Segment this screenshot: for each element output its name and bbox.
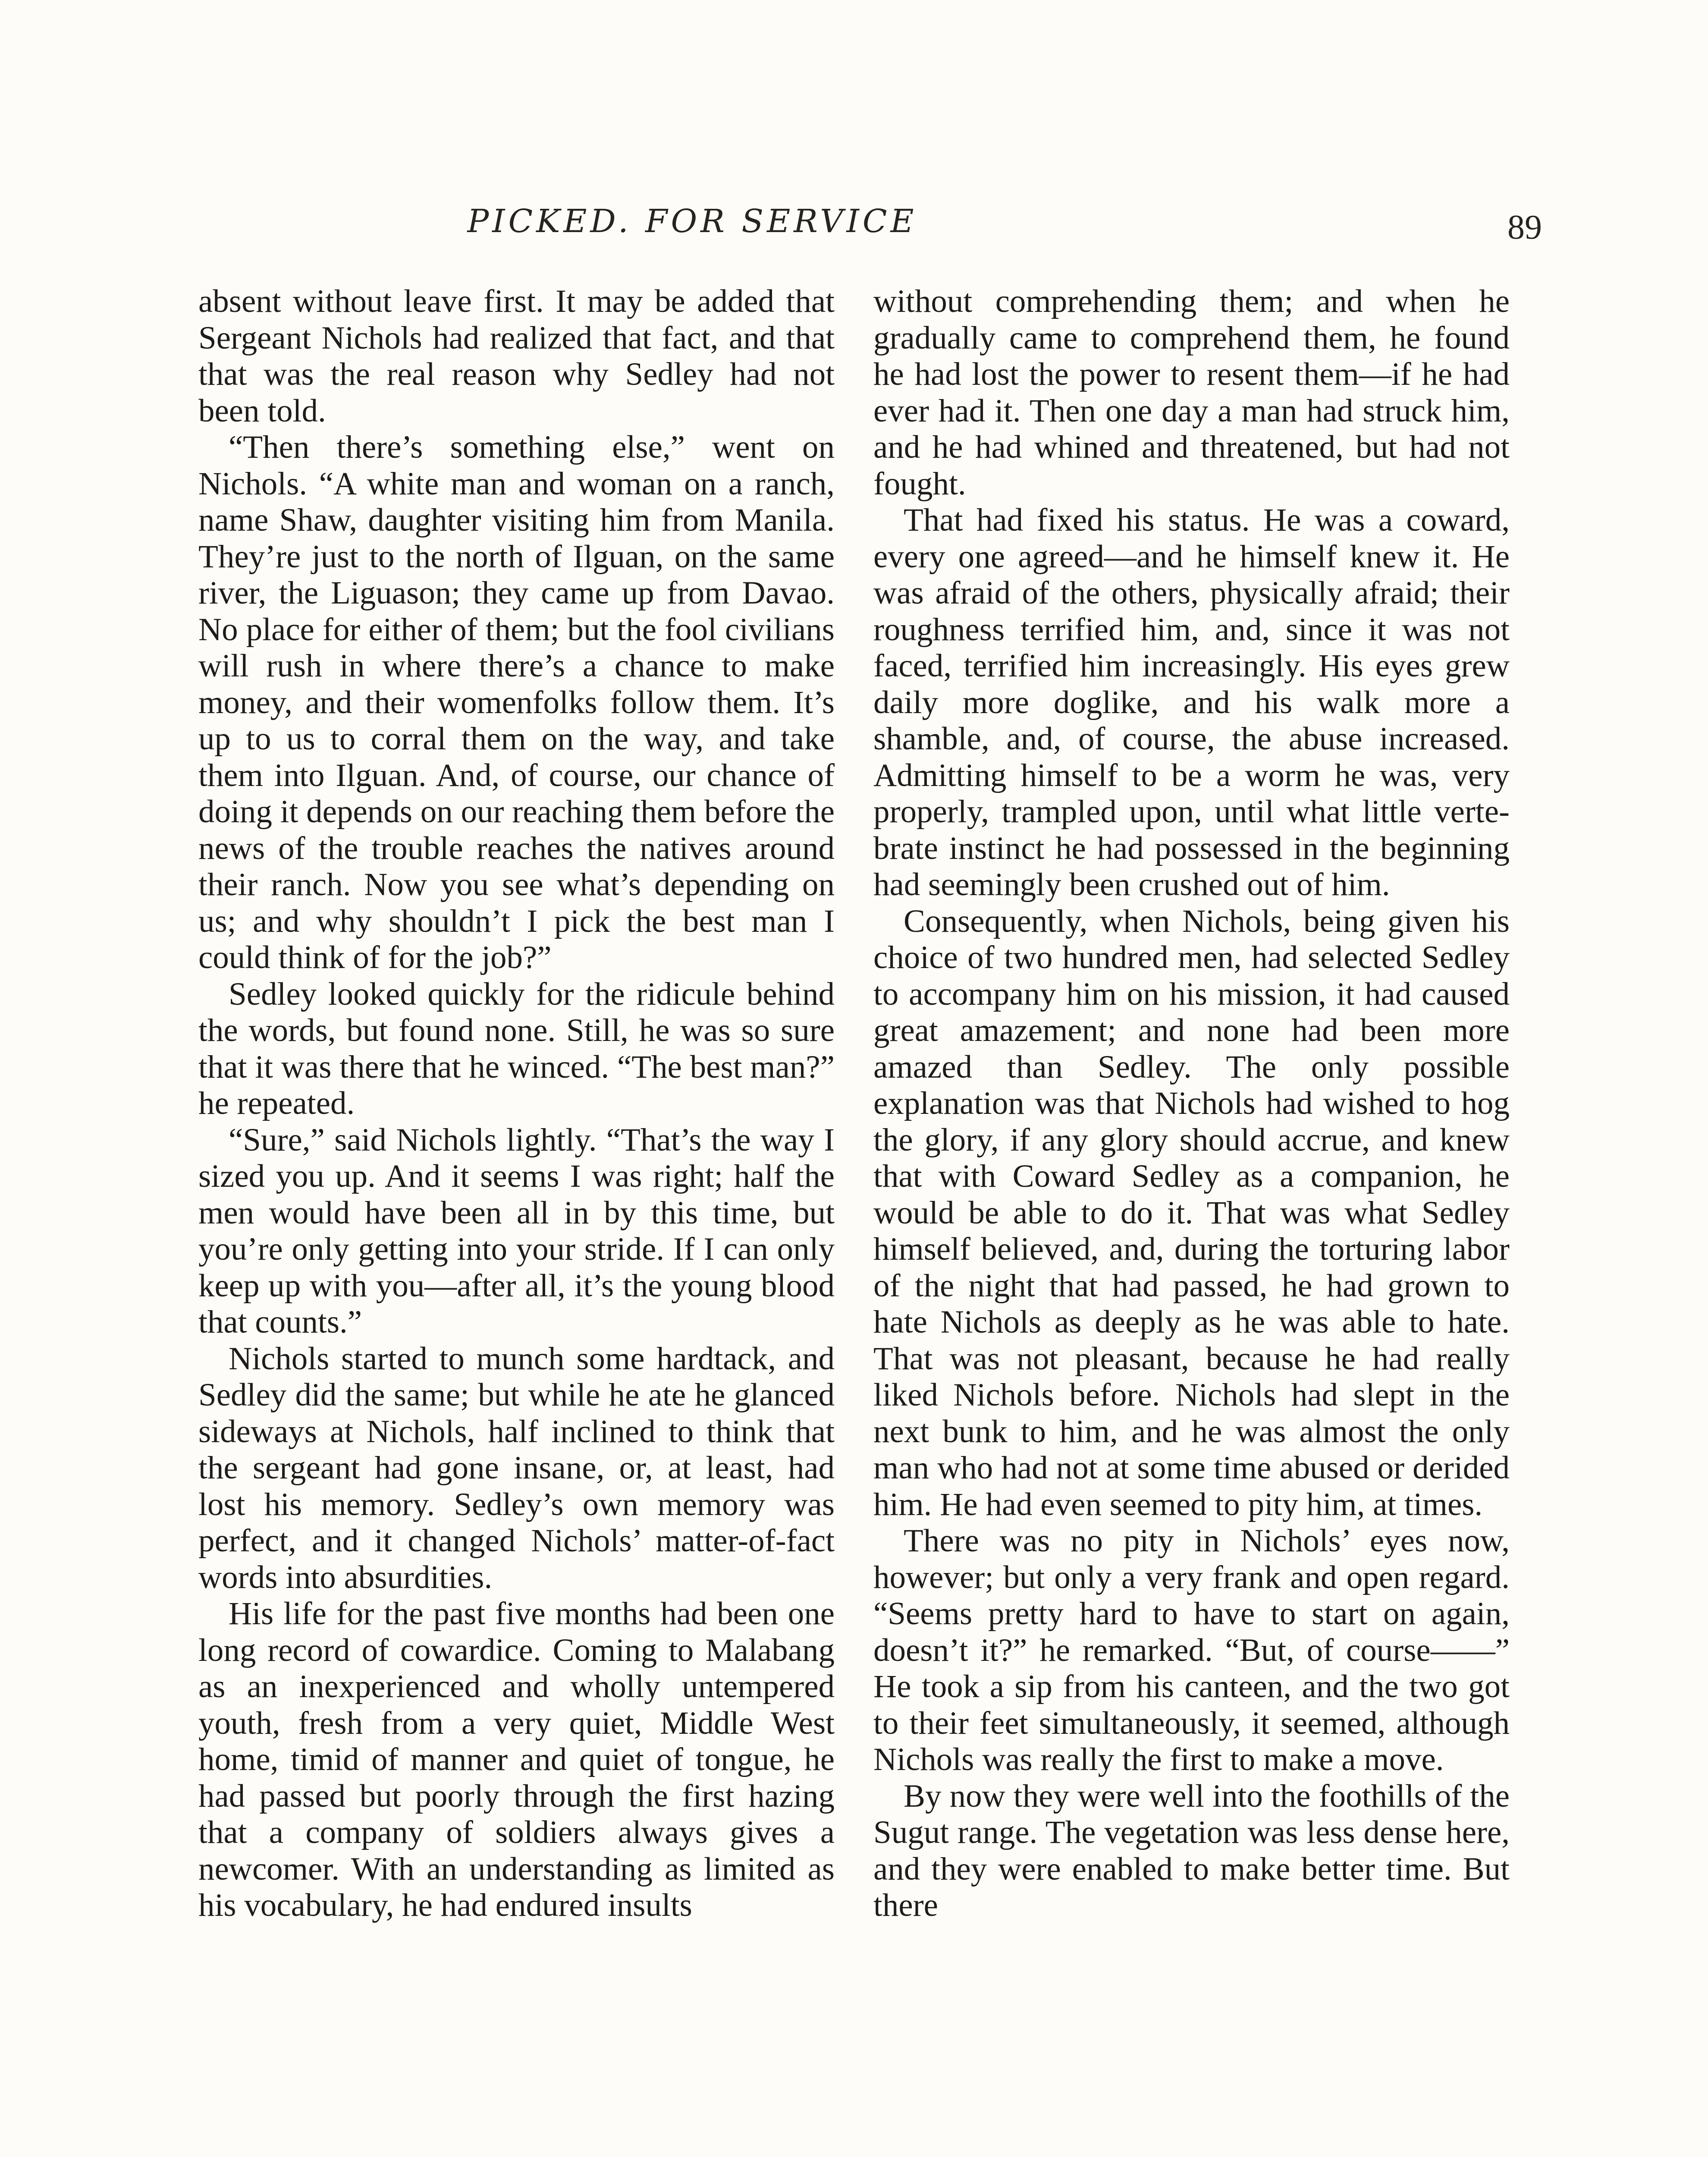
paragraph: His life for the past five months had been one long record of cowardice. Coming to Malabang as an inexperienced and wholly untempered youth, fresh from a very quiet, Middle West home, timid of manner and quiet of tongue, he had passed but poorly through the first hazing that a company of soldiers always gives a newcomer. With an understanding as limited as his vocabulary, he had endured insults: [198, 1596, 835, 1923]
paragraph: Nichols started to munch some hardtack, and Sedley did the same; but while he ate he glanced sideways at Nichols, half inclined to think that the sergeant had gone insane, or, at least, had lost his memory. Sedley’s own memory was perfect, and it changed Nichols’ matter-of-fact words into absurdities.: [198, 1340, 835, 1595]
paragraph: absent without leave first. It may be added that Sergeant Nichols had realized that fact, and that that was the real reason why Sedley had not been told.: [198, 283, 835, 429]
paragraph: “Sure,” said Nichols lightly. “That’s the way I sized you up. And it seems I was right; half the men would have been all in by this time, but you’re only getting into your stride. If I can only keep up with you—after all, it’s the young blood that counts.”: [198, 1122, 835, 1340]
paragraph: There was no pity in Nichols’ eyes now, however; but only a very frank and open regard. “Seems pretty hard to have to start on again, doesn’t it?” he remarked. “But, of course——” He took a sip from his canteen, and the two got to their feet simultaneously, it seemed, although Nichols was really the first to make a move.: [873, 1523, 1510, 1777]
right-column: [873, 283, 1510, 1924]
paragraph: Consequently, when Nichols, being given his choice of two hundred men, had selected Sedley to accompany him on his mission, it had caused great amazement; and none had been more amazed than Sedley. The only possible explanation was that Nichols had wished to hog the glory, if any glory should accrue, and knew that with Coward Sedley as a companion, he would be able to do it. That was what Sedley himself believed, and, during the torturing labor of the night that had passed, he had grown to hate Nichols as deeply as he was able to hate. That was not pleasant, because he had really liked Nichols before. Nichols had slept in the next bunk to him, and he was almost the only man who had not at some time abused or derided him. He had even seemed to pity him, at times.: [873, 903, 1510, 1522]
paragraph: “Then there’s something else,” went on Nichols. “A white man and woman on a ranch, name Shaw, daughter visiting him from Manila. They’re just to the north of Ilguan, on the same river, the Liguason; they came up from Davao. No place for either of them; but the fool civilians will rush in where there’s a chance to make money, and their womenfolks follow them. It’s up to us to corral them on the way, and take them into Ilguan. And, of course, our chance of doing it depends on our reaching them before the news of the trouble reaches the natives around their ranch. Now you see what’s depending on us; and why shouldn’t I pick the best man I could think of for the job?”: [198, 429, 835, 975]
paragraph: That had fixed his status. He was a coward, every one agreed—and he himself knew it. He was afraid of the others, physically afraid; their roughness terrified him, and, since it was not faced, terrified him increasingly. His eyes grew daily more doglike, and his walk more a shamble, and, of course, the abuse increased. Admitting himself to be a worm he was, very properly, trampled upon, until what little vertebrate instinct he had possessed in the beginning had seemingly been crushed out of him.: [873, 502, 1510, 902]
page-number: 89: [1507, 208, 1542, 246]
running-head: PICKED. FOR SERVICE: [467, 203, 917, 240]
left-column: [198, 283, 835, 1924]
paragraph: without comprehending them; and when he gradually came to comprehend them, he found he had lost the power to resent them—if he had ever had it. Then one day a man had struck him, and he had whined and threatened, but had not fought.: [873, 283, 1510, 502]
paragraph: By now they were well into the foothills of the Sugut range. The vegetation was less dense here, and they were enabled to make better time. But there: [873, 1778, 1510, 1923]
paragraph: Sedley looked quickly for the ridicule behind the words, but found none. Still, he was so sure that it was there that he winced. “The best man?” he repeated.: [198, 976, 835, 1121]
